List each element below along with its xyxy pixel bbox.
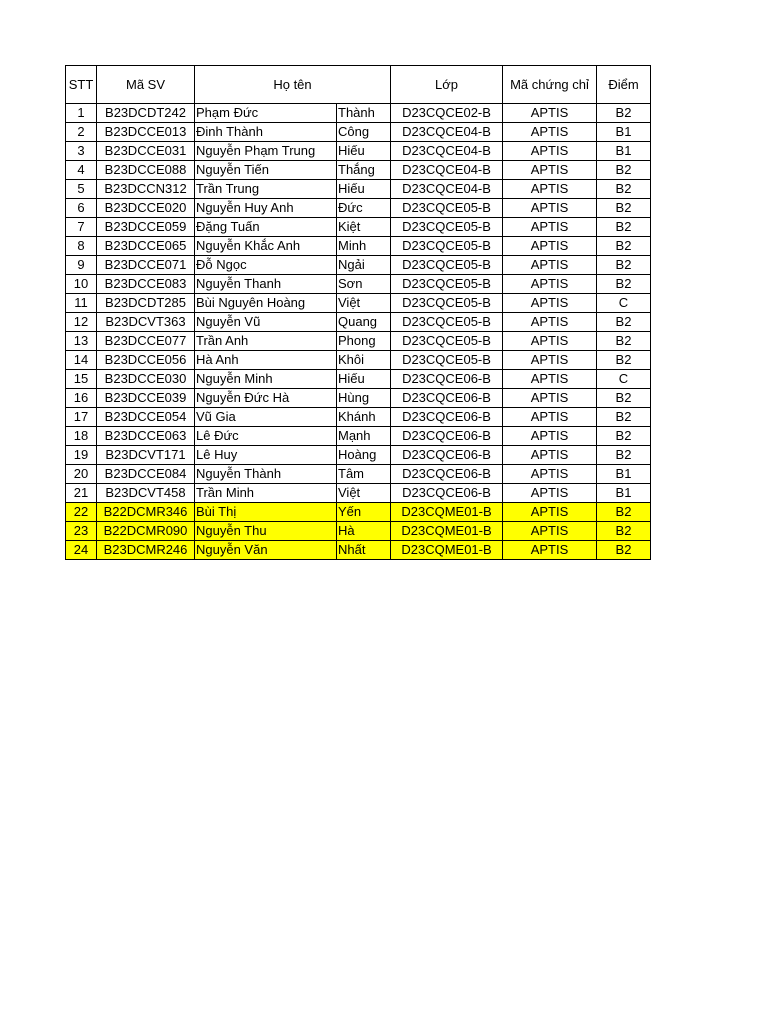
cell-stt: 21 xyxy=(66,484,97,503)
cell-diem: B2 xyxy=(597,104,651,123)
cell-diem: B2 xyxy=(597,275,651,294)
cell-ma-chung-chi: APTIS xyxy=(503,389,597,408)
cell-ho: Trần Trung xyxy=(195,180,337,199)
cell-ma-sv: B23DCCE013 xyxy=(97,123,195,142)
cell-stt: 2 xyxy=(66,123,97,142)
cell-stt: 5 xyxy=(66,180,97,199)
cell-lop: D23CQCE05-B xyxy=(391,332,503,351)
cell-ma-chung-chi: APTIS xyxy=(503,503,597,522)
cell-stt: 11 xyxy=(66,294,97,313)
cell-stt: 9 xyxy=(66,256,97,275)
cell-ho: Bùi Nguyên Hoàng xyxy=(195,294,337,313)
cell-diem: B2 xyxy=(597,522,651,541)
cell-ma-chung-chi: APTIS xyxy=(503,161,597,180)
table-row xyxy=(66,522,651,541)
cell-ma-chung-chi: APTIS xyxy=(503,294,597,313)
cell-ma-sv: B23DCCE054 xyxy=(97,408,195,427)
cell-ma-chung-chi: APTIS xyxy=(503,351,597,370)
student-certificate-table xyxy=(65,65,651,560)
cell-ten: Phong xyxy=(337,332,391,351)
cell-diem: B2 xyxy=(597,503,651,522)
cell-ten: Minh xyxy=(337,237,391,256)
cell-ma-chung-chi: APTIS xyxy=(503,446,597,465)
cell-diem: B2 xyxy=(597,313,651,332)
cell-ho: Nguyễn Phạm Trung xyxy=(195,142,337,161)
table-row xyxy=(66,104,651,123)
cell-ma-sv: B23DCCE031 xyxy=(97,142,195,161)
cell-stt: 4 xyxy=(66,161,97,180)
cell-ho: Lê Đức xyxy=(195,427,337,446)
cell-ten: Ngải xyxy=(337,256,391,275)
header-diem: Điểm xyxy=(597,66,651,104)
cell-ho: Lê Huy xyxy=(195,446,337,465)
cell-ma-sv: B23DCCE071 xyxy=(97,256,195,275)
cell-ma-sv: B23DCCE020 xyxy=(97,199,195,218)
cell-ma-sv: B23DCCE059 xyxy=(97,218,195,237)
cell-stt: 22 xyxy=(66,503,97,522)
cell-lop: D23CQCE05-B xyxy=(391,313,503,332)
table-row xyxy=(66,427,651,446)
cell-stt: 23 xyxy=(66,522,97,541)
cell-lop: D23CQCE05-B xyxy=(391,199,503,218)
cell-stt: 7 xyxy=(66,218,97,237)
cell-ten: Công xyxy=(337,123,391,142)
cell-ten: Việt xyxy=(337,484,391,503)
cell-ma-sv: B23DCCE088 xyxy=(97,161,195,180)
cell-stt: 3 xyxy=(66,142,97,161)
cell-ten: Nhất xyxy=(337,541,391,560)
cell-ho: Nguyễn Văn xyxy=(195,541,337,560)
cell-lop: D23CQCE06-B xyxy=(391,389,503,408)
cell-stt: 14 xyxy=(66,351,97,370)
cell-diem: B2 xyxy=(597,332,651,351)
cell-ma-chung-chi: APTIS xyxy=(503,332,597,351)
cell-lop: D23CQCE06-B xyxy=(391,427,503,446)
cell-ho: Đặng Tuấn xyxy=(195,218,337,237)
cell-diem: B2 xyxy=(597,218,651,237)
cell-ma-chung-chi: APTIS xyxy=(503,408,597,427)
cell-lop: D23CQCE05-B xyxy=(391,218,503,237)
table-row xyxy=(66,218,651,237)
table-row xyxy=(66,142,651,161)
table-row xyxy=(66,275,651,294)
cell-diem: B2 xyxy=(597,161,651,180)
cell-ma-chung-chi: APTIS xyxy=(503,484,597,503)
cell-ma-chung-chi: APTIS xyxy=(503,237,597,256)
cell-ten: Hiếu xyxy=(337,180,391,199)
table-row xyxy=(66,237,651,256)
cell-ma-chung-chi: APTIS xyxy=(503,370,597,389)
cell-stt: 1 xyxy=(66,104,97,123)
table-row xyxy=(66,313,651,332)
cell-ten: Khôi xyxy=(337,351,391,370)
cell-diem: B1 xyxy=(597,142,651,161)
cell-ma-sv: B23DCVT171 xyxy=(97,446,195,465)
cell-diem: C xyxy=(597,370,651,389)
cell-ten: Hà xyxy=(337,522,391,541)
cell-ma-sv: B22DCMR346 xyxy=(97,503,195,522)
cell-diem: B2 xyxy=(597,237,651,256)
header-lop: Lớp xyxy=(391,66,503,104)
cell-diem: B2 xyxy=(597,446,651,465)
cell-ma-chung-chi: APTIS xyxy=(503,142,597,161)
header-row xyxy=(66,66,651,104)
cell-lop: D23CQCE05-B xyxy=(391,275,503,294)
cell-diem: B2 xyxy=(597,256,651,275)
table-row xyxy=(66,503,651,522)
cell-lop: D23CQME01-B xyxy=(391,541,503,560)
cell-lop: D23CQCE06-B xyxy=(391,484,503,503)
cell-ten: Thành xyxy=(337,104,391,123)
cell-ma-chung-chi: APTIS xyxy=(503,180,597,199)
table-row xyxy=(66,484,651,503)
cell-ho: Nguyễn Huy Anh xyxy=(195,199,337,218)
cell-ten: Đức xyxy=(337,199,391,218)
cell-ho: Nguyễn Đức Hà xyxy=(195,389,337,408)
cell-ma-sv: B23DCCE065 xyxy=(97,237,195,256)
cell-ten: Quang xyxy=(337,313,391,332)
table-row xyxy=(66,351,651,370)
cell-ma-sv: B22DCMR090 xyxy=(97,522,195,541)
cell-stt: 6 xyxy=(66,199,97,218)
table-row xyxy=(66,370,651,389)
cell-stt: 17 xyxy=(66,408,97,427)
cell-lop: D23CQCE06-B xyxy=(391,446,503,465)
cell-stt: 15 xyxy=(66,370,97,389)
cell-ma-chung-chi: APTIS xyxy=(503,199,597,218)
cell-stt: 18 xyxy=(66,427,97,446)
cell-ma-sv: B23DCCE039 xyxy=(97,389,195,408)
cell-stt: 16 xyxy=(66,389,97,408)
cell-lop: D23CQME01-B xyxy=(391,522,503,541)
cell-ma-chung-chi: APTIS xyxy=(503,275,597,294)
cell-ten: Sơn xyxy=(337,275,391,294)
cell-ho: Vũ Gia xyxy=(195,408,337,427)
cell-stt: 24 xyxy=(66,541,97,560)
cell-ma-sv: B23DCCN312 xyxy=(97,180,195,199)
cell-diem: B2 xyxy=(597,199,651,218)
table-row xyxy=(66,541,651,560)
cell-ho: Trần Anh xyxy=(195,332,337,351)
cell-diem: B2 xyxy=(597,180,651,199)
cell-ma-sv: B23DCDT242 xyxy=(97,104,195,123)
table-row xyxy=(66,408,651,427)
cell-stt: 12 xyxy=(66,313,97,332)
cell-lop: D23CQCE06-B xyxy=(391,408,503,427)
cell-ma-chung-chi: APTIS xyxy=(503,522,597,541)
table-row xyxy=(66,256,651,275)
cell-stt: 10 xyxy=(66,275,97,294)
cell-diem: B2 xyxy=(597,351,651,370)
cell-ma-sv: B23DCVT458 xyxy=(97,484,195,503)
cell-lop: D23CQCE05-B xyxy=(391,256,503,275)
cell-ma-chung-chi: APTIS xyxy=(503,541,597,560)
cell-diem: C xyxy=(597,294,651,313)
cell-ma-sv: B23DCVT363 xyxy=(97,313,195,332)
cell-stt: 20 xyxy=(66,465,97,484)
cell-diem: B2 xyxy=(597,541,651,560)
cell-ma-sv: B23DCCE077 xyxy=(97,332,195,351)
cell-diem: B2 xyxy=(597,408,651,427)
cell-ho: Đinh Thành xyxy=(195,123,337,142)
cell-ho: Nguyễn Thanh xyxy=(195,275,337,294)
cell-ho: Nguyễn Thành xyxy=(195,465,337,484)
table-row xyxy=(66,123,651,142)
cell-ten: Hoàng xyxy=(337,446,391,465)
cell-diem: B1 xyxy=(597,465,651,484)
table-row xyxy=(66,161,651,180)
cell-ten: Hiếu xyxy=(337,370,391,389)
cell-ma-chung-chi: APTIS xyxy=(503,218,597,237)
cell-ten: Kiệt xyxy=(337,218,391,237)
cell-lop: D23CQCE04-B xyxy=(391,180,503,199)
cell-lop: D23CQCE06-B xyxy=(391,370,503,389)
cell-ma-sv: B23DCCE030 xyxy=(97,370,195,389)
table-row xyxy=(66,446,651,465)
header-stt: STT xyxy=(66,66,97,104)
cell-ma-sv: B23DCDT285 xyxy=(97,294,195,313)
cell-diem: B2 xyxy=(597,389,651,408)
cell-ten: Mạnh xyxy=(337,427,391,446)
cell-ma-sv: B23DCCE056 xyxy=(97,351,195,370)
cell-lop: D23CQCE04-B xyxy=(391,123,503,142)
cell-ho: Nguyễn Khắc Anh xyxy=(195,237,337,256)
table-row xyxy=(66,199,651,218)
cell-ma-sv: B23DCCE063 xyxy=(97,427,195,446)
cell-lop: D23CQCE04-B xyxy=(391,142,503,161)
header-ho-ten: Họ tên xyxy=(195,66,391,104)
cell-ho: Bùi Thị xyxy=(195,503,337,522)
cell-ma-chung-chi: APTIS xyxy=(503,123,597,142)
cell-diem: B1 xyxy=(597,123,651,142)
cell-ma-chung-chi: APTIS xyxy=(503,313,597,332)
cell-lop: D23CQCE05-B xyxy=(391,237,503,256)
cell-ho: Phạm Đức xyxy=(195,104,337,123)
cell-ma-chung-chi: APTIS xyxy=(503,427,597,446)
cell-lop: D23CQME01-B xyxy=(391,503,503,522)
header-ma-chung-chi: Mã chứng chỉ xyxy=(503,66,597,104)
cell-ten: Hiếu xyxy=(337,142,391,161)
cell-ho: Đỗ Ngọc xyxy=(195,256,337,275)
cell-ho: Nguyễn Thu xyxy=(195,522,337,541)
cell-ma-chung-chi: APTIS xyxy=(503,465,597,484)
cell-lop: D23CQCE05-B xyxy=(391,294,503,313)
cell-ho: Nguyễn Minh xyxy=(195,370,337,389)
table-row xyxy=(66,294,651,313)
cell-ten: Tâm xyxy=(337,465,391,484)
table-row xyxy=(66,465,651,484)
cell-stt: 8 xyxy=(66,237,97,256)
cell-lop: D23CQCE06-B xyxy=(391,465,503,484)
cell-stt: 19 xyxy=(66,446,97,465)
cell-ho: Hà Anh xyxy=(195,351,337,370)
cell-diem: B1 xyxy=(597,484,651,503)
cell-ho: Nguyễn Vũ xyxy=(195,313,337,332)
cell-ma-sv: B23DCCE084 xyxy=(97,465,195,484)
cell-diem: B2 xyxy=(597,427,651,446)
table-body xyxy=(66,104,651,560)
cell-lop: D23CQCE02-B xyxy=(391,104,503,123)
cell-ma-chung-chi: APTIS xyxy=(503,104,597,123)
cell-ten: Việt xyxy=(337,294,391,313)
cell-ma-sv: B23DCCE083 xyxy=(97,275,195,294)
cell-stt: 13 xyxy=(66,332,97,351)
header-ma-sv: Mã SV xyxy=(97,66,195,104)
table-row xyxy=(66,180,651,199)
table-row xyxy=(66,332,651,351)
cell-ma-chung-chi: APTIS xyxy=(503,256,597,275)
cell-ten: Khánh xyxy=(337,408,391,427)
cell-ten: Thắng xyxy=(337,161,391,180)
cell-lop: D23CQCE05-B xyxy=(391,351,503,370)
cell-ten: Hùng xyxy=(337,389,391,408)
cell-ma-sv: B23DCMR246 xyxy=(97,541,195,560)
cell-ho: Nguyễn Tiến xyxy=(195,161,337,180)
cell-ten: Yến xyxy=(337,503,391,522)
cell-ho: Trần Minh xyxy=(195,484,337,503)
table-row xyxy=(66,389,651,408)
cell-lop: D23CQCE04-B xyxy=(391,161,503,180)
